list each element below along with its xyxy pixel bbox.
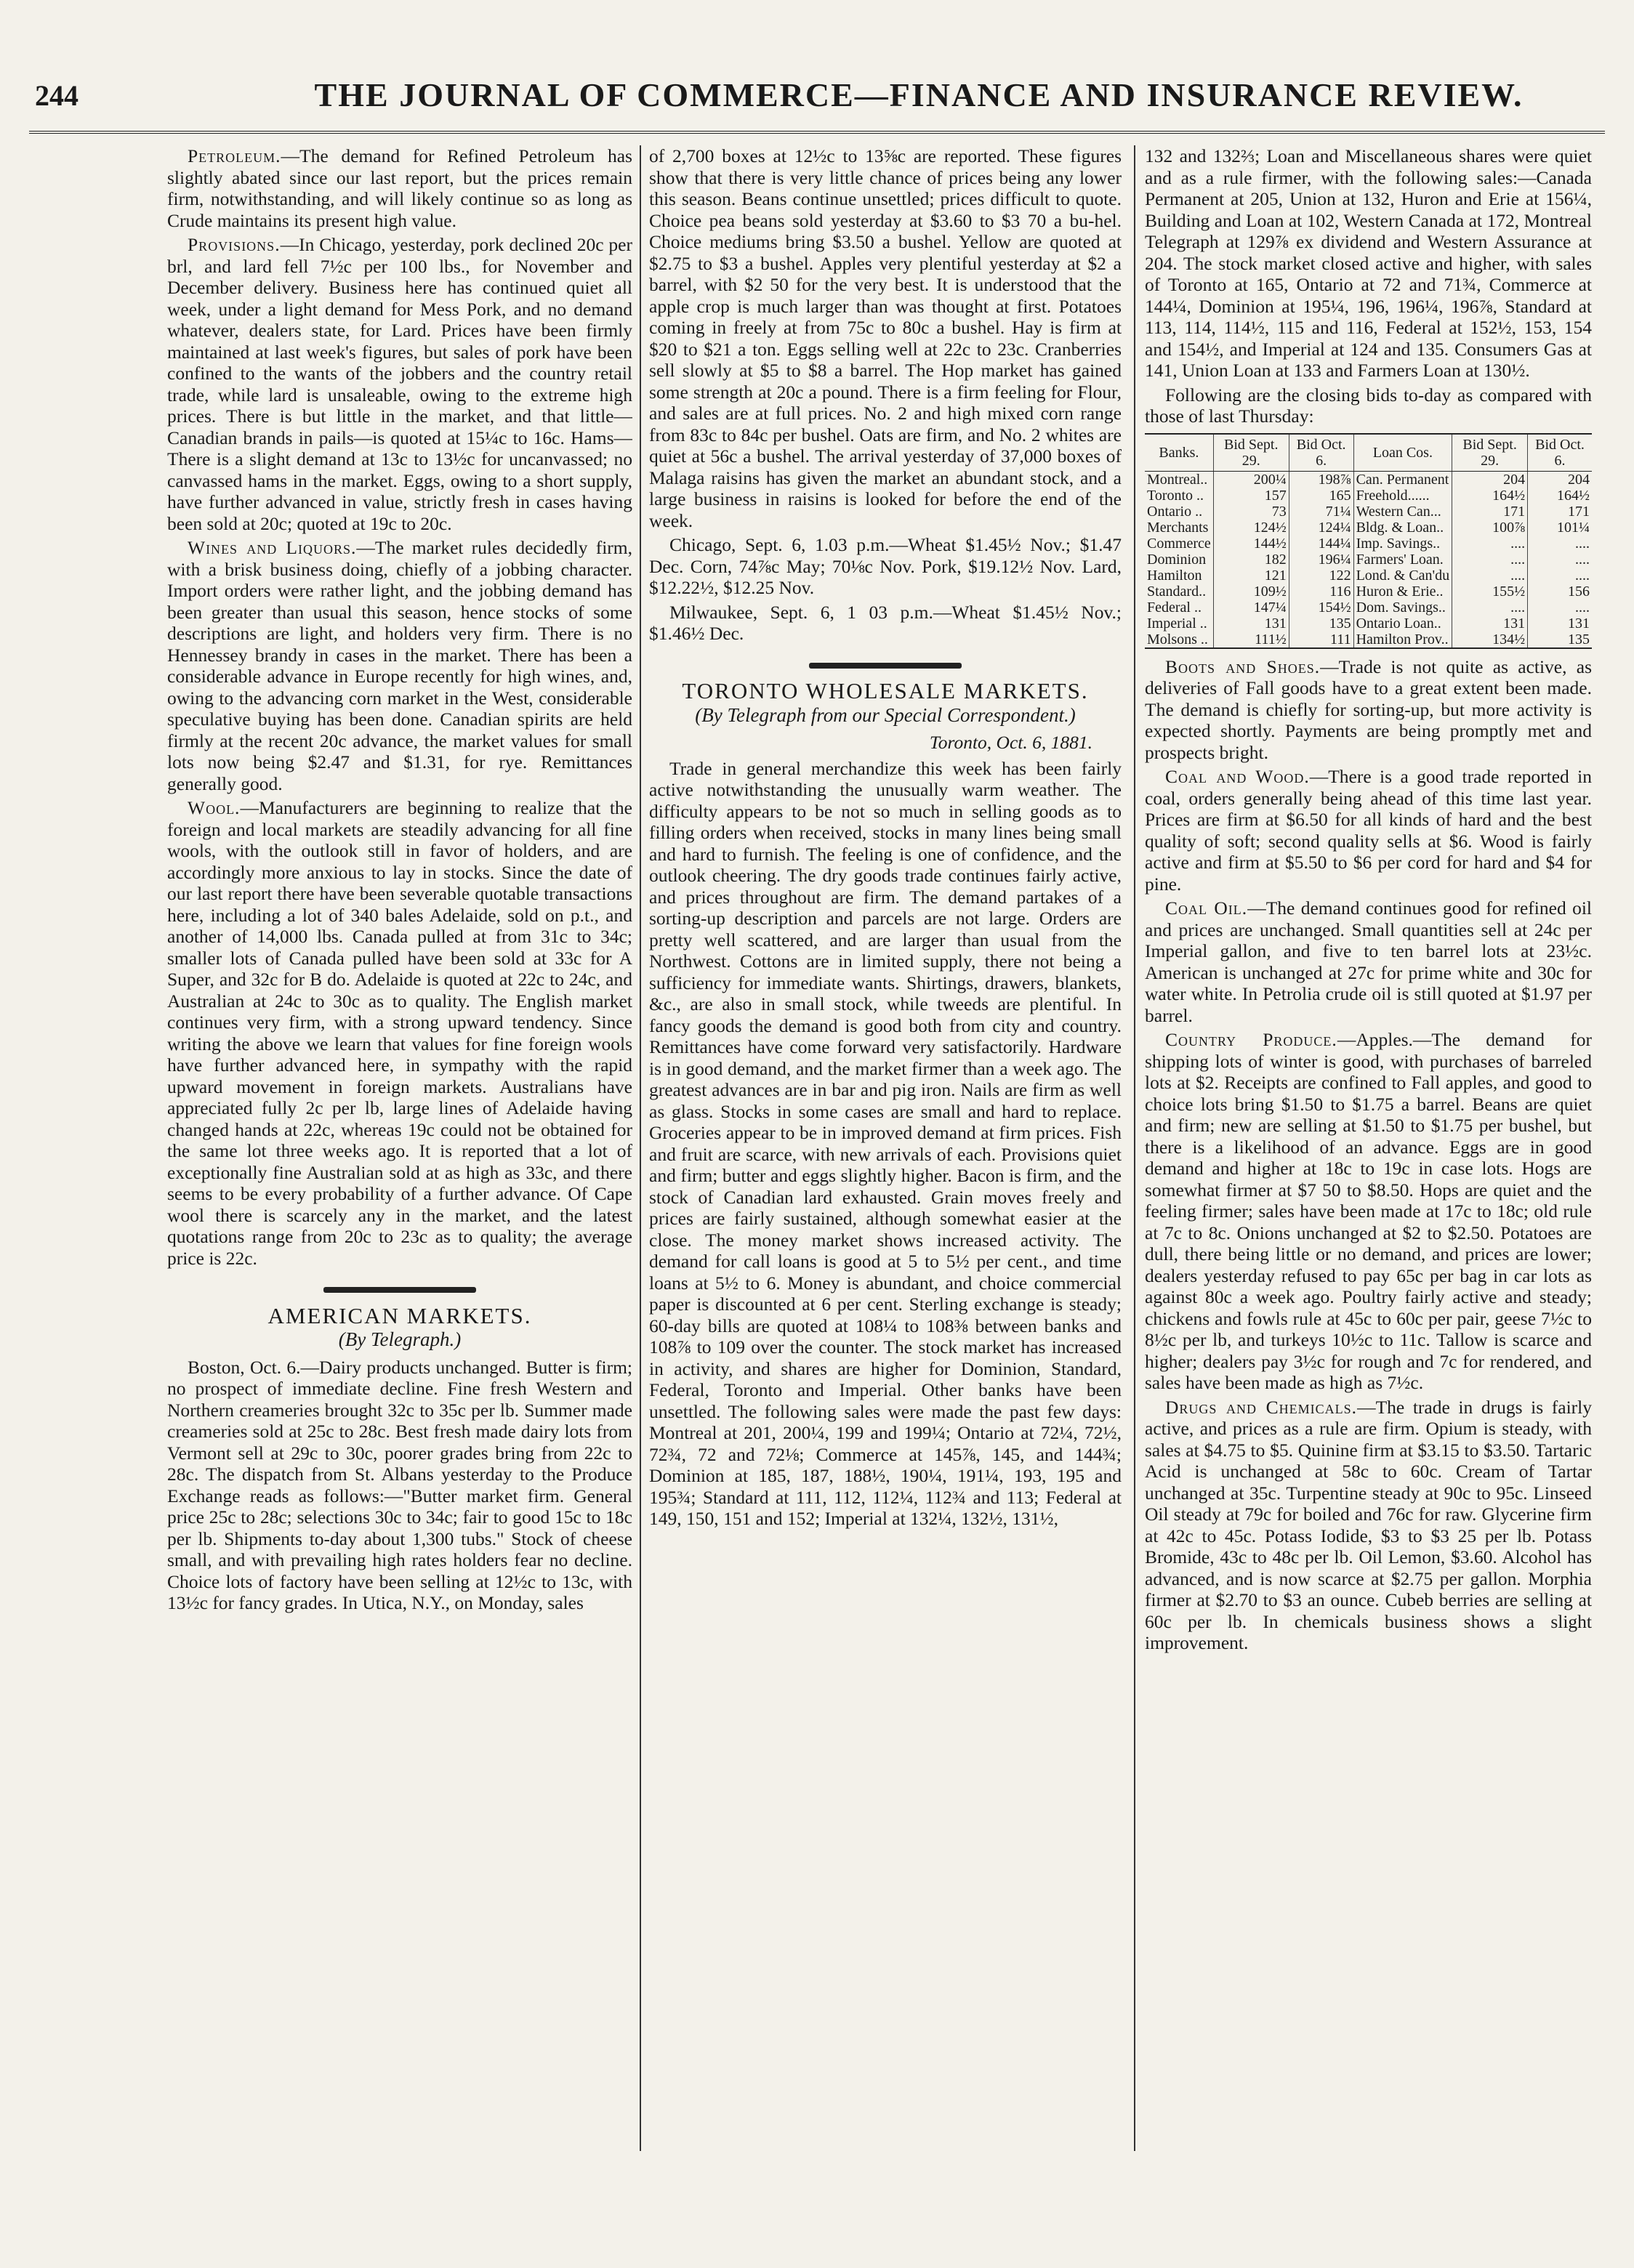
table-cell: 131 (1452, 616, 1528, 631)
table-cell: 124½ (1213, 520, 1289, 536)
table-cell: 204 (1528, 471, 1592, 488)
article-heading: Wool. (188, 797, 241, 818)
journal-title: THE JOURNAL OF COMMERCE—FINANCE AND INSURANCE REVIEW. (314, 76, 1524, 113)
table-cell: 198⅞ (1289, 471, 1353, 488)
table-cell: Imperial .. (1147, 615, 1207, 631)
section-title-toronto-markets: TORONTO WHOLESALE MARKETS. (682, 678, 1089, 703)
article-heading: Petroleum. (188, 145, 281, 166)
table-cell: Lond. & Can'du (1353, 568, 1452, 584)
table-cell: 116 (1289, 584, 1353, 600)
table-cell: 144½ (1213, 536, 1289, 552)
table-row (1145, 600, 1592, 616)
table-cell: Merchants (1147, 519, 1209, 536)
table-cell: Western Can... (1353, 504, 1452, 520)
article-milwaukee: Milwaukee, Sept. 6, 1 03 p.m.—Wheat $1.45½ Nov.; $1.46½ Dec. (649, 601, 1122, 644)
table-cell: Dom. Savings.. (1353, 600, 1452, 616)
article-coal-wood (1145, 766, 1592, 895)
column-3 (1145, 145, 1592, 2238)
table-cell: Toronto .. (1147, 487, 1204, 504)
table-cell: 73 (1213, 504, 1289, 520)
table-cell: .... (1528, 536, 1592, 552)
article-heading: Country Produce. (1165, 1029, 1337, 1050)
table-cell: Huron & Erie.. (1353, 584, 1452, 600)
table-header-row (1145, 434, 1592, 472)
table-cell: 154½ (1289, 600, 1353, 616)
table-cell: 71¼ (1289, 504, 1353, 520)
article-text: —There is a good trade reported in coal, orders generally being ahead of this time last year. Prices are firm at $6.50 for all kinds of hard and the best quality of soft; second quality sells at $6. Wood is fairly active and firm at $5.50 to $6 per cord for hard and $4 for pine. (1145, 766, 1592, 895)
table-cell: 171 (1528, 504, 1592, 520)
table-cell: Molsons .. (1147, 631, 1208, 647)
article-petroleum (167, 145, 632, 231)
table-cell: Federal .. (1147, 599, 1202, 616)
table-cell: .... (1528, 568, 1592, 584)
article-boots-shoes (1145, 656, 1592, 764)
section-divider (649, 652, 1122, 674)
table-cell: 204 (1452, 471, 1528, 488)
closing-bids-table (1145, 433, 1592, 649)
table-cell: Farmers' Loan. (1353, 552, 1452, 568)
dateline: Toronto, Oct. 6, 1881. (929, 732, 1092, 753)
article-text: —Manufacturers are beginning to realize that the foreign and local markets are steadily advancing for all fine wools, with the outlook still in favor of holders, and are accordingly more anxious to lay in stocks. Since the date of our last report there have been severable quotable transactions here, including a lot of 340 bales Adelaide, sold on p.t., and another of 14,000 lbs. Canada pulled at from 31c to 34c; smaller lots of Canada pulled have been sold at 33c for A Super, and 32c for B do. Adelaide is quoted at 22c to 24c, and Australian at 24c to 30c as to quality. The English market continues very firm, with a strong upward tendency. Since writing the above we learn that values for fine foreign wools have further advanced here, in sympathy with the rapid upward movement in foreign markets. Australians have appreciated fully 2c per lb, large lines of Adelaide having changed hands at 22c, whereas 19c could not be obtained for the same lot three weeks ago. It is reported that a lot of exceptionally fine Australian sold at as high as 33c, and there seems to be every probability of a further advance. Of Cape wool there is scarcely any in the market, and the latest quotations range from 20c to 23c as to quality; the average price is 22c. (167, 797, 632, 1269)
table-cell: 131 (1528, 616, 1592, 631)
table-cell: Can. Permanent (1353, 471, 1452, 488)
table-cell: 131 (1213, 616, 1289, 631)
table-header: Bid Sept. 29. (1213, 434, 1289, 472)
article-drugs-chemicals (1145, 1397, 1592, 1654)
table-cell: Montreal.. (1147, 471, 1208, 488)
table-cell: 135 (1289, 616, 1353, 631)
article-heading: Boots and Shoes. (1165, 655, 1321, 677)
table-cell: 101¼ (1528, 520, 1592, 536)
table-cell: 134½ (1452, 631, 1528, 648)
article-chicago: Chicago, Sept. 6, 1.03 p.m.—Wheat $1.45½ Nov.; $1.47 Dec. Corn, 74⅞c May; 70⅛c Nov. Pork, $19.12½ Nov. Lard, $12.22½, $12.25 Nov. (649, 534, 1122, 598)
table-row (1145, 616, 1592, 631)
table-cell: Ontario Loan.. (1353, 616, 1452, 631)
table-cell: 165 (1289, 488, 1353, 504)
table-cell: .... (1452, 536, 1528, 552)
table-row (1145, 536, 1592, 552)
table-cell: 147¼ (1213, 600, 1289, 616)
page-header (29, 73, 1605, 134)
table-cell: .... (1528, 600, 1592, 616)
table-cell: 100⅞ (1452, 520, 1528, 536)
table-body (1145, 471, 1592, 648)
column-1 (167, 145, 632, 2238)
page-number: 244 (35, 79, 79, 112)
table-row (1145, 520, 1592, 536)
table-cell: 144¼ (1289, 536, 1353, 552)
table-cell: 111½ (1213, 631, 1289, 648)
table-row (1145, 471, 1592, 488)
column-2 (649, 145, 1122, 2238)
article-heading: Drugs and Chemicals. (1165, 1396, 1358, 1418)
table-cell: Hamilton Prov.. (1353, 631, 1452, 648)
table-row (1145, 552, 1592, 568)
section-subtitle: (By Telegraph from our Special Correspondent.) (695, 703, 1076, 726)
table-cell: 121 (1213, 568, 1289, 584)
article-heading: Coal and Wood. (1165, 766, 1310, 787)
article-coal-oil (1145, 897, 1592, 1026)
table-cell: Bldg. & Loan.. (1353, 520, 1452, 536)
table-cell: Dominion (1147, 551, 1207, 568)
table-cell: 171 (1452, 504, 1528, 520)
table-row (1145, 584, 1592, 600)
table-cell: Freehold...... (1353, 488, 1452, 504)
table-header: Bid Oct. 6. (1289, 434, 1353, 472)
table-cell: Commerce (1147, 535, 1211, 552)
table-cell: 111 (1289, 631, 1353, 648)
article-heading: Wines and Liquors. (188, 537, 357, 558)
article-boston: Boston, Oct. 6.—Dairy products unchanged. Butter is firm; no prospect of immediate decline. Fine fresh Western and Northern creameries brought 32c to 35c per lb. Summer made creameries sold at 25c to 28c. Best fresh made dairy lots from Vermont sell at 29c to 30c, poorer grades bring from 22c to 28c. The dispatch from St. Albans yesterday to the Produce Exchange reads as follows:—"Butter market firm. General price 25c to 28c; selections 30c to 34c; fair to good 15c to 18c per lb. Shipments to-day about 1,300 tubs." Stock of cheese small, and with prevailing high rates holders fear no decline. Choice lots of factory have been selling at 12½c to 13c, with 13½c for fancy grades. In Utica, N.Y., on Monday, sales (167, 1356, 632, 1613)
article-text: —Trade is not quite as active, as deliveries of Fall goods have to a great extent been made. The demand is chiefly for sorting-up, but more activity is expected shortly. Payments are being promptly met and prospects bright. (1145, 655, 1592, 763)
table-cell: 156 (1528, 584, 1592, 600)
column-rule (1134, 145, 1135, 2151)
table-cell: Hamilton (1147, 567, 1202, 584)
article-toronto-continued: 132 and 132⅔; Loan and Miscellaneous shares were quiet and as a rule firmer, with the following sales:—Canada Permanent at 205, Union at 132, Huron and Erie at 156¼, Building and Loan at 102, Western Canada at 172, Montreal Telegraph at 129⅞ ex dividend and Western Assurance at 204. The stock market closed active and higher, with sales of Toronto at 165, Ontario at 72 and 71¾, Commerce at 144¼, Dominion at 195¼, 196, 196¼, 196⅞, Standard at 113, 114, 114½, 115 and 116, Federal at 152½, 153, 154 and 154½, and Imperial at 124 and 135. Consumers Gas at 141, Union Loan at 133 and Farmers Loan at 130½. (1145, 145, 1592, 381)
table-cell: 196¼ (1289, 552, 1353, 568)
table-cell: 135 (1528, 631, 1592, 648)
table-cell: 157 (1213, 488, 1289, 504)
article-text: —In Chicago, yesterday, pork declined 20c per brl, and lard fell 7½c per 100 lbs., for November and December delivery. Business here has continued quiet all week, under a light demand for Mess Pork, and no demand whatever, dealers state, for Lard. Prices have been firmly maintained at last week's figures, but sales of pork have been confined to the wants of the jobbers and the country retail trade, while lard is unsaleable, owing to the extreme high prices. There is but little in the market, and that little—Canadian brands in pails—is quoted at 15¼c to 16c. Hams—There is a slight demand at 13c to 13½c for uncanvassed; no canvassed hams in the market. Eggs, owing to a short supply, have further advanced in value, strictly fresh in cases having been sold at 20c; quoted at 19c to 20c. (167, 234, 632, 534)
table-cell: 122 (1289, 568, 1353, 584)
table-row (1145, 504, 1592, 520)
table-cell: 200¼ (1213, 471, 1289, 488)
table-cell: 182 (1213, 552, 1289, 568)
section-title-american-markets: AMERICAN MARKETS. (267, 1302, 532, 1328)
article-provisions (167, 234, 632, 534)
table-cell: Ontario .. (1147, 503, 1203, 520)
article-text: —The demand for Refined Petroleum has slightly abated since our last report, but the prices remain firm, notwithstanding, and will likely continue so as long as Crude maintains its present high value. (167, 145, 632, 231)
table-cell: 164½ (1452, 488, 1528, 504)
table-header: Banks. (1145, 434, 1213, 472)
table-cell: 109½ (1213, 584, 1289, 600)
section-subtitle: (By Telegraph.) (338, 1328, 462, 1350)
article-heading: Provisions. (188, 234, 281, 255)
article-country-produce (1145, 1029, 1592, 1394)
article-text: —The trade in drugs is fairly active, and prices as a rule are firm. Opium is steady, with sales at $4.75 to $5. Quinine firm at $3.15 to $3.50. Tartaric Acid is unchanged at 58c to 60c. Cream of Tartar unchanged at 35c. Turpentine steady at 90c to 95c. Linseed Oil steady at 79c for boiled and 76c for raw. Glycerine firm at 42c to 45c. Potass Iodide, $3 to $3 25 per lb. Potass Bromide, 43c to 48c per lb. Oil Lemon, $3.60. Alcohol has advanced, and is now scarce at $2.75 per gallon. Morphia firmer at $2.70 to $3 an ounce. Cubeb berries are selling at 60c per lb. In chemicals business shows a slight improvement. (1145, 1396, 1592, 1653)
table-cell: Imp. Savings.. (1353, 536, 1452, 552)
table-row (1145, 631, 1592, 648)
table-cell: .... (1452, 568, 1528, 584)
article-heading: Coal Oil. (1165, 897, 1248, 919)
article-wines-liquors (167, 537, 632, 794)
table-cell: 164½ (1528, 488, 1592, 504)
article-toronto-trade: Trade in general merchandize this week has been fairly active notwithstanding the unusually warm weather. The difficulty appears to be not so much in selling goods as to filling orders when received, stocks in many lines being small and hard to furnish. The feeling is one of confidence, and the outlook cheering. The dry goods trade continues fairly active, and prices throughout are firm. The demand partakes of a sorting-up description and parcels are not large. Orders are pretty well scattered, and are larger than usual from the Northwest. Cottons are in limited supply, there not being a sufficiency for immediate wants. Shirtings, drawers, blankets, &c., are also in small stock, while tweeds are plentiful. In fancy goods the demand is good both from city and country. Remittances have come forward very satisfactorily. Hardware is in good demand, and the market firmer than a week ago. The greatest advances are in bar and pig iron. Nails are firm as well as glass. Stocks in some cases are small and hard to replace. Groceries appear to be in improved demand at firm prices. Fish and fruit are scarce, with new arrivals of each. Provisions quiet and firm; butter and eggs slightly higher. Bacon is firm, and the stock of Canadian lard exhausted. Grain moves freely and prices are fairly sustained, although somewhat easier at the close. The money market shows increased activity. The demand for call loans is good at 5 to 5½ per cent., and time loans at 5½ to 6. Money is abundant, and choice commercial paper is discounted at 6 per cent. Sterling exchange is steady; 60-day bills are quoted at 108¼ to 108⅜ between banks and 108⅞ to 109 over the counter. The stock market has increased in activity, and shares are higher for Dominion, Standard, Federal, Toronto and Imperial. Other banks have been unsettled. The following sales were made the past few days: Montreal at 201, 200¼, 199 and 199¼; Ontario at 72¼, 72½, 72¾, 72 and 72⅛; Commerce at 145⅞, 145, and 144¾; Dominion at 185, 187, 188½, 190¼, 191¼, 193, 195 and 195¾; Standard at 111, 112, 112¼, 112¾ and 113; Federal at 149, 150, 151 and 152; Imperial at 132¼, 132½, 131½, (649, 757, 1122, 1529)
article-text: —Apples.—The demand for shipping lots of winter is good, with purchases of barreled lots at $2. Receipts are confined to Fall apples, and good to choice lots bring $1.50 to $1.75 a barrel. Beans are quiet and firm; new are selling at $1.50 to $1.75 per bushel, but there is a likelihood of an advance. Eggs are in good demand and higher at 18c to 19c in case lots. Hogs are somewhat firmer at $7 50 to $8.50. Hops are quiet and the feeling firmer; sales have been made at 17c to 18c; old rule at 7c to 8c. Onions unchanged at $2 to $2.50. Potatoes are dull, there being little or no demand, and prices are lower; dealers yesterday refused to pay 65c per bag in car lots as against 80c a week ago. Poultry fairly active and steady; chickens and fowls rule at 45c to 60c per pair, geese 7½c to 8½c per lb, and turkeys 10½c to 11c. Tallow is scarce and higher; dealers pay 3½c for rough and 7c for rendered, and sales have been made as high as 7½c. (1145, 1029, 1592, 1393)
table-cell: .... (1452, 600, 1528, 616)
table-row (1145, 488, 1592, 504)
table-cell: .... (1452, 552, 1528, 568)
table-header: Bid Oct. 6. (1528, 434, 1592, 472)
article-wool (167, 797, 632, 1269)
table-cell: Standard.. (1147, 583, 1207, 600)
section-divider (167, 1276, 632, 1298)
table-cell: 124¼ (1289, 520, 1353, 536)
article-text: —The market rules decidedly firm, with a brisk business doing, chiefly of a jobbing character. Import orders were rather light, and the jobbing demand has been greater than usual this season, hence stocks of some descriptions are light, and holders very firm. There is no Hennessey brandy in cases in the market. There has been a considerable advance in Europe recently for high wines, and, owing to the advancing corn market in the West, considerable speculative buying has been done. Canadian spirits are held firmly at the recent 20c advance, the market values for small lots now being $2.47 and $1.31, for rye. Remittances generally good. (167, 537, 632, 794)
table-cell: .... (1528, 552, 1592, 568)
table-row (1145, 568, 1592, 584)
table-header: Loan Cos. (1353, 434, 1452, 472)
article-boston-continued: of 2,700 boxes at 12½c to 13⅝c are reported. These figures show that there is very little chance of prices being any lower this season. Beans continue unsettled; prices difficult to quote. Choice pea beans sold yesterday at $3.60 to $3 70 a bu-hel. Choice mediums bring $3.50 a bushel. Yellow are quoted at $2.75 to $3 a bushel. Apples very plentiful yesterday at $2 a barrel, with $2 50 for the very best. It is understood that the apple crop is much larger than was thought at first. Potatoes coming in freely at from 75c to 80c a bushel. Hay is firm at $20 to $21 a ton. Eggs selling well at 22c to 23c. Cranberries sell slowly at $5 to $8 a barrel. The Hop market has gained some strength at 20c a pound. There is a firm feeling for Flour, and sales are at full prices. No. 2 and high mixed corn range from 83c to 84c per bushel. Oats are firm, and No. 2 whites are quiet at 56c a bushel. The arrival yesterday of 37,000 boxes of Malaga raisins has given the market an abundant stock, and a large business in raisins is looked for before the end of the week. (649, 145, 1122, 531)
table-header: Bid Sept. 29. (1452, 434, 1528, 472)
column-rule (640, 145, 641, 2151)
article-text: —The demand continues good for refined oil and prices are unchanged. Small quantities sell at 24c per Imperial gallon, and five to ten barrel lots at 23½c. American is unchanged at 27c for prime white and 30c for water white. In Petrolia crude oil is still quoted at $1.97 per barrel. (1145, 897, 1592, 1026)
table-intro: Following are the closing bids to-day as compared with those of last Thursday: (1145, 384, 1592, 427)
table-cell: 155½ (1452, 584, 1528, 600)
